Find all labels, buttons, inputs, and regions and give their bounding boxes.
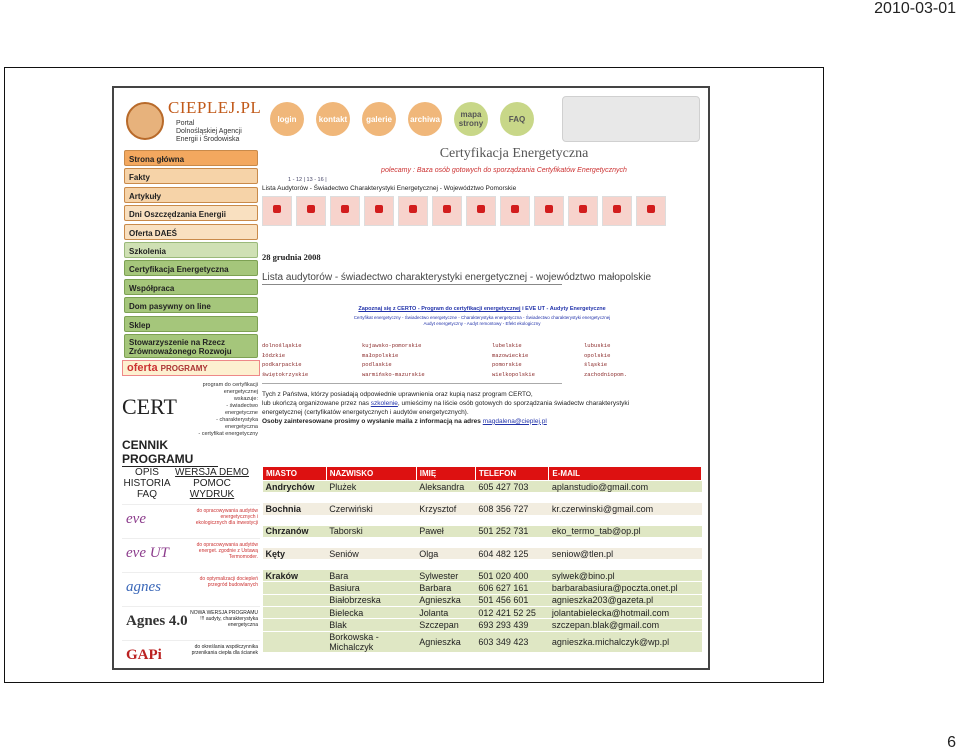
cell-first: Paweł <box>416 525 475 537</box>
cell-city: Bochnia <box>263 503 327 515</box>
main-menu <box>120 150 260 358</box>
top-nav <box>270 102 550 142</box>
cell-city <box>263 582 327 594</box>
nav-faq[interactable]: FAQ <box>500 102 534 136</box>
main-content <box>262 146 706 426</box>
product-ad[interactable] <box>122 606 260 640</box>
header-nazwisko: NAZWISKO <box>326 467 416 481</box>
table-row <box>263 631 702 652</box>
cell-first: Agnieszka <box>416 631 475 652</box>
product-name: agnes <box>126 579 161 595</box>
header-imie: IMIĘ <box>416 467 475 481</box>
cell-phone: 501 020 400 <box>475 570 549 582</box>
table-row <box>263 582 702 594</box>
menu-item[interactable]: Sklep <box>124 316 258 332</box>
product-ad[interactable] <box>122 538 260 572</box>
cell-first: Jolanta <box>416 607 475 619</box>
region-map-icon[interactable] <box>330 196 360 226</box>
table-row <box>263 547 702 559</box>
region-map-icon[interactable] <box>296 196 326 226</box>
cennik-link-pomoc[interactable]: POMOC <box>193 478 231 489</box>
table-row <box>263 481 702 493</box>
info-line-1: Certyfikat energetyczny - Świadectwo energetyczne - Charakterystyka energetyczna - Świadectwo charakterystyki energetycznej <box>353 315 611 320</box>
list-title: Lista audytorów - świadectwo charakterystyki energetycznej - województwo małopolskie <box>262 272 652 283</box>
product-name: Agnes 4.0 <box>126 613 188 629</box>
cell-name: Borkowska - Michalczyk <box>326 631 416 652</box>
product-ad[interactable] <box>122 572 260 606</box>
table-row <box>263 525 702 537</box>
cennik-link-opis[interactable]: OPIS <box>135 467 159 478</box>
table-row <box>263 570 702 582</box>
nav-mapa-strony[interactable]: mapa strony <box>454 102 488 136</box>
cell-first: Barbara <box>416 582 475 594</box>
slide-date: 2010-03-01 <box>874 0 956 17</box>
cell-city <box>263 594 327 606</box>
cell-phone: 606 627 161 <box>475 582 549 594</box>
cell-phone: 501 456 601 <box>475 594 549 606</box>
cell-email[interactable]: agnieszka203@gazeta.pl <box>549 594 702 606</box>
table-row <box>263 619 702 631</box>
certo-logo: CERT <box>122 394 177 419</box>
region-link[interactable]: podkarpackie <box>262 361 302 369</box>
certo-ad[interactable] <box>122 380 260 436</box>
table-row <box>263 607 702 619</box>
cell-city: Andrychów <box>263 481 327 493</box>
region-map-icon[interactable] <box>500 196 530 226</box>
menu-item[interactable]: Strona główna <box>124 150 258 166</box>
cell-name: Plużek <box>326 481 416 493</box>
cell-email[interactable]: jolantabielecka@hotmail.com <box>549 607 702 619</box>
product-name: GAPi <box>126 647 162 663</box>
auditor-table <box>262 466 702 653</box>
region-link[interactable]: lubuskie <box>584 342 611 349</box>
cell-email[interactable]: kr.czerwinski@gmail.com <box>549 503 702 515</box>
region-link[interactable]: lubelskie <box>492 342 522 349</box>
logo-title: CIEPLEJ.PL <box>168 98 262 117</box>
pager[interactable]: 1 - 12 | 13 - 16 | <box>288 177 327 183</box>
sidebar-ads <box>122 360 260 670</box>
cell-email[interactable]: seniow@tlen.pl <box>549 547 702 559</box>
date-heading: 28 grudnia 2008 <box>262 252 321 262</box>
region-link[interactable]: zachodniopom. <box>584 371 627 379</box>
cell-email[interactable]: sylwek@bino.pl <box>549 570 702 582</box>
breadcrumb: Lista Audytorów - Świadectwo Charakterystyki Energetycznej - Województwo Pomorskie <box>262 185 517 192</box>
region-link[interactable]: pomorskie <box>492 361 522 369</box>
cell-name: Bara <box>326 570 416 582</box>
product-ad[interactable] <box>122 504 260 538</box>
cell-name: Blak <box>326 619 416 631</box>
cell-phone: 604 482 125 <box>475 547 549 559</box>
cell-name: Taborski <box>326 525 416 537</box>
cell-city <box>263 607 327 619</box>
logo-emblem-icon <box>126 102 164 140</box>
cell-city <box>263 619 327 631</box>
cell-city: Kęty <box>263 547 327 559</box>
table-row <box>263 594 702 606</box>
cell-phone: 012 421 52 25 <box>475 607 549 619</box>
cell-city: Chrzanów <box>263 525 327 537</box>
cell-first: Szczepan <box>416 619 475 631</box>
product-description: do opracowywania audytów energet. zgodnie z Ustawą Termomoder. <box>196 542 258 560</box>
menu-item[interactable]: Szkolenia <box>124 242 258 258</box>
regions-rule <box>262 383 562 384</box>
product-list <box>122 504 260 670</box>
menu-item[interactable]: Stowarzyszenie na Rzecz Zrównoważonego Rozwoju <box>124 334 258 358</box>
eve-ut-suffix: i EVE UT - Audyty Energetyczne <box>520 306 606 312</box>
region-map-icon[interactable] <box>534 196 564 226</box>
top-right-banner <box>562 96 700 142</box>
cell-phone: 605 427 703 <box>475 481 549 493</box>
product-description: do opracowywania audytów energetycznych i ekologicznych dla inwestycji <box>195 508 258 526</box>
region-map-strip <box>262 196 706 226</box>
cell-first: Agnieszka <box>416 594 475 606</box>
region-link[interactable]: łódzkie <box>262 351 286 359</box>
cell-email[interactable]: aplanstudio@gmail.com <box>549 481 702 493</box>
cennik-link-demo[interactable]: WERSJA DEMO <box>175 467 249 478</box>
region-map-icon[interactable] <box>602 196 632 226</box>
cell-email[interactable]: barbarabasiura@poczta.onet.pl <box>549 582 702 594</box>
cennik-title[interactable]: CENNIK PROGRAMU <box>122 438 218 467</box>
cell-email[interactable]: szczepan.blak@gmail.com <box>549 619 702 631</box>
menu-item[interactable]: Współpraca <box>124 279 258 295</box>
region-link[interactable]: wielkopolskie <box>492 371 535 379</box>
region-link[interactable]: podlaskie <box>362 361 392 369</box>
region-link[interactable]: kujawsko-pomorskie <box>362 342 422 349</box>
region-link[interactable]: warmińsko-mazurskie <box>362 371 425 379</box>
region-map-icon[interactable] <box>398 196 428 226</box>
nav-galerie[interactable]: galerie <box>362 102 396 136</box>
region-link[interactable]: opolskie <box>584 351 611 359</box>
cennik-links <box>122 467 260 500</box>
menu-item[interactable]: Fakty <box>124 168 258 184</box>
region-links <box>262 341 706 380</box>
region-link[interactable]: świętokrzyskie <box>262 371 309 379</box>
region-link[interactable]: dolnośląskie <box>262 342 302 349</box>
header-telefon: TELEFON <box>475 467 549 481</box>
menu-item[interactable]: Certyfikacja Energetyczna <box>124 260 258 276</box>
info-line-2: Audyt energetyczny - Audyt remontowy - Efekt ekologiczny <box>423 321 541 326</box>
certo-description: program do certyfikacji energetycznej wskazuje: - świadectwo energetyczne - charakterystyka energetyczna - certyfikat energetyczny <box>198 382 258 437</box>
slide-number: 6 <box>947 734 956 751</box>
region-link[interactable]: małopolskie <box>362 351 399 359</box>
cell-phone: 693 293 439 <box>475 619 549 631</box>
menu-item[interactable]: Dom pasywny on line <box>124 297 258 313</box>
product-ad[interactable] <box>122 640 260 670</box>
product-name: eve <box>126 511 146 527</box>
region-map-icon[interactable] <box>636 196 666 226</box>
cennik-link-wydruk[interactable]: WYDRUK <box>189 489 235 500</box>
region-map-icon[interactable] <box>432 196 462 226</box>
region-map-icon[interactable] <box>466 196 496 226</box>
nav-kontakt[interactable]: kontakt <box>316 102 350 136</box>
product-name: eve UT <box>126 545 169 561</box>
cell-first: Aleksandra <box>416 481 475 493</box>
certo-info-box <box>322 297 642 327</box>
table-header-row <box>263 467 702 481</box>
email-link[interactable]: magdalena@cieplej.pl <box>482 417 547 425</box>
cell-phone: 501 252 731 <box>475 525 549 537</box>
left-column <box>120 94 260 360</box>
region-map-icon[interactable] <box>262 196 292 226</box>
oferta-programy-banner[interactable]: oferta PROGRAMY <box>122 360 260 376</box>
szkolenie-link[interactable]: szkolenie <box>370 399 398 407</box>
product-description: do określania współczynnika przenikania ciepła dla ścianek <box>191 644 258 656</box>
polecamy-text: polecamy : Baza osób gotowych do sporządzania Certyfikatów Energetycznych <box>381 167 627 174</box>
menu-item[interactable]: Artykuły <box>124 187 258 203</box>
region-map-icon[interactable] <box>568 196 598 226</box>
menu-item[interactable]: Dni Oszczędzania Energii <box>124 205 258 221</box>
cell-phone: 608 356 727 <box>475 503 549 515</box>
title-rule <box>262 284 562 285</box>
region-link[interactable]: śląskie <box>584 361 608 369</box>
nav-login[interactable]: login <box>270 102 304 136</box>
cell-name: Białobrzeska <box>326 594 416 606</box>
cennik-link-historia[interactable]: HISTORIA <box>123 478 171 489</box>
cell-name: Basiura <box>326 582 416 594</box>
region-map-icon[interactable] <box>364 196 394 226</box>
cell-email[interactable]: eko_termo_tab@op.pl <box>549 525 702 537</box>
notice-text: Tych z Państwa, którzy posiadają odpowiednie uprawnienia oraz kupią nasz program CERTO, lub ukończą organizowane przez nas szkolenie, umieścimy na liście osób gotowych do sporządzania świadectw charakterystyki energetycznej (certyfikatów energetycznych i audytów energetycznych). Osoby zainteresowane prosimy o wysłanie maila z informacją na adres magdalena@cieplej.pl <box>262 390 630 425</box>
cell-first: Sylwester <box>416 570 475 582</box>
logo-subtitle: Portal Dolnośląskiej Agencji Energii i Środowiska <box>176 120 242 143</box>
cell-name: Czerwiński <box>326 503 416 515</box>
cennik-link-faq[interactable]: FAQ <box>136 489 157 500</box>
portal-logo[interactable] <box>120 94 260 146</box>
cell-city: Kraków <box>263 570 327 582</box>
table-row <box>263 503 702 515</box>
cell-first: Olga <box>416 547 475 559</box>
region-link[interactable]: mazowieckie <box>492 351 529 359</box>
cell-name: Seniów <box>326 547 416 559</box>
cell-email[interactable]: agnieszka.michalczyk@wp.pl <box>549 631 702 652</box>
cell-first: Krzysztof <box>416 503 475 515</box>
page-title: Certyfikacja Energetyczna <box>439 146 589 161</box>
header-miasto: MIASTO <box>263 467 327 481</box>
cell-phone: 603 349 423 <box>475 631 549 652</box>
cell-city <box>263 631 327 652</box>
nav-archiwa[interactable]: archiwa <box>408 102 442 136</box>
certo-info-link[interactable]: Zapoznaj się z CERTO - Program do certyfikacji energetycznej <box>358 306 521 312</box>
cell-name: Bielecka <box>326 607 416 619</box>
product-description: NOWA WERSJA PROGRAMU !!! audyty, charakterystyka energetyczna <box>190 610 258 628</box>
product-description: do optymalizacji dociepleń przegród budowlanych <box>199 576 258 588</box>
menu-item[interactable]: Oferta DAEŚ <box>124 224 258 240</box>
header-email: E-MAIL <box>549 467 702 481</box>
website-screenshot <box>112 86 710 670</box>
